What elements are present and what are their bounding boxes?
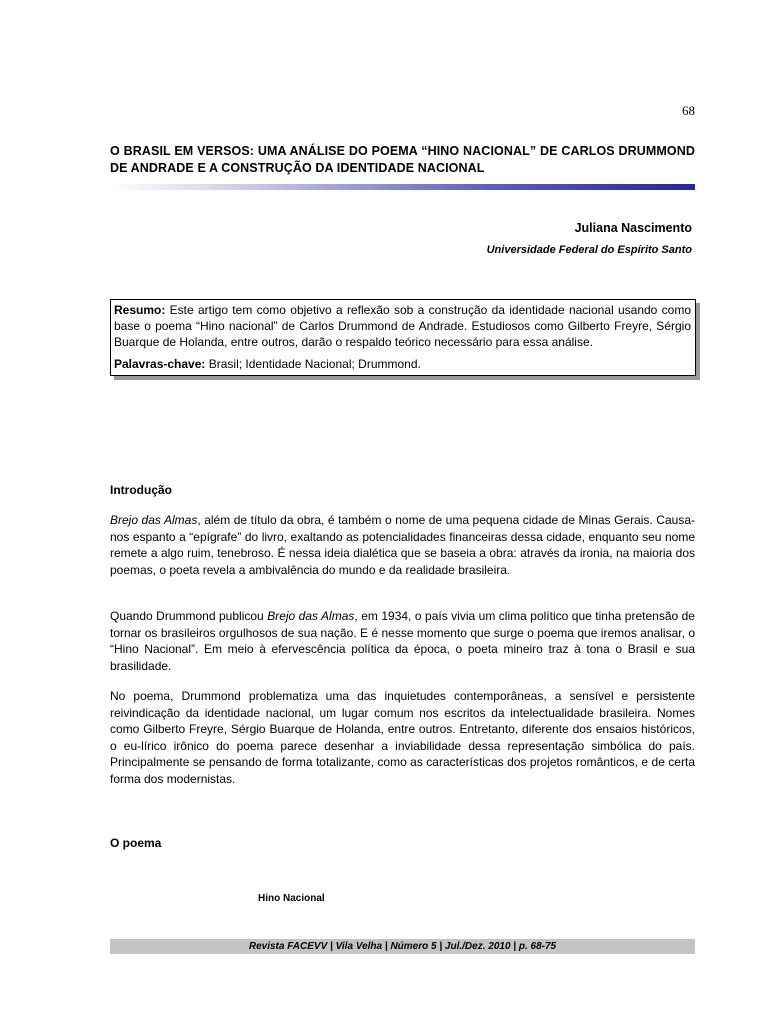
intro-paragraph-1: Brejo das Almas, além de título da obra, é também o nome de uma pequena cidade de Minas Gerais. Causa-nos espanto a “epígrafe” do livro, exaltando as potencialidades financeiras dessa cidade, enquanto seu nome remete a algo ruim, tenebroso. É nessa ideia dialética que se baseia a obra: através da ironia, na maioria dos poemas, o poeta revela a ambivalência do mundo e da realidade brasileira. <box>110 513 695 577</box>
abstract-box <box>110 299 696 376</box>
section-heading-poem: O poema <box>110 836 162 850</box>
intro-paragraph-3: No poema, Drummond problematiza uma das inquietudes contemporâneas, a sensível e persistente reivindicação da identidade nacional, um lugar comum nos escritos da intelectualidade brasileira. Nomes como Gilberto Freyre, Sérgio Buarque de Holanda, entre outros. Entretanto, diferente dos ensaios históricos, o eu-lírico irônico do poema parece desenhar a inviabilidade dessa representação simbólica do país. Principalmente se pensando de forma totalizante, como as características dos projetos românticos, e de certa forma dos modernistas. <box>110 689 695 786</box>
journal-footer: Revista FACEVV | Vila Velha | Número 5 | Jul./Dez. 2010 | p. 68-75 <box>110 939 695 954</box>
keywords-text: Brasil; Identidade Nacional; Drummond. <box>205 357 421 371</box>
title-gradient-rule <box>110 184 695 190</box>
article-title: O BRASIL EM VERSOS: UMA ANÁLISE DO POEMA “HINO NACIONAL” DE CARLOS DRUMMOND DE ANDRADE E A CONSTRUÇÃO DA IDENTIDADE NACIONAL <box>110 144 695 175</box>
author-name: Juliana Nascimento <box>574 221 692 235</box>
book-title-italic: Brejo das Almas <box>110 513 198 527</box>
abstract-text: Este artigo tem como objetivo a reflexão sob a construção da identidade nacional usando como base o poema “Hino nacional” de Carlos Drummond de Andrade. Estudiosos como Gilberto Freyre, Sérgio Buarque de Holanda, entre outros, darão o respaldo teórico necessário para essa análise. <box>114 303 691 349</box>
page-number: 68 <box>682 103 695 118</box>
keywords-paragraph <box>114 356 691 372</box>
poem-title: Hino Nacional <box>258 893 325 904</box>
abstract-label: Resumo: <box>114 303 166 317</box>
section-heading-introduction: Introdução <box>110 483 172 497</box>
intro-paragraph-2: Quando Drummond publicou Brejo das Almas, em 1934, o país vivia um clima político que tinha pretensão de tornar os brasileiros orgulhosos de sua nação. E é nesse momento que surge o poema que iremos analisar, o “Hino Nacional”. Em meio à efervescência política da época, o poeta mineiro traz à tona o Brasil e sua brasilidade. <box>110 609 695 673</box>
author-affiliation: Universidade Federal do Espírito Santo <box>486 244 692 256</box>
abstract-paragraph <box>114 302 691 350</box>
book-title-italic: Brejo das Almas <box>267 609 355 623</box>
keywords-label: Palavras-chave: <box>114 357 206 371</box>
